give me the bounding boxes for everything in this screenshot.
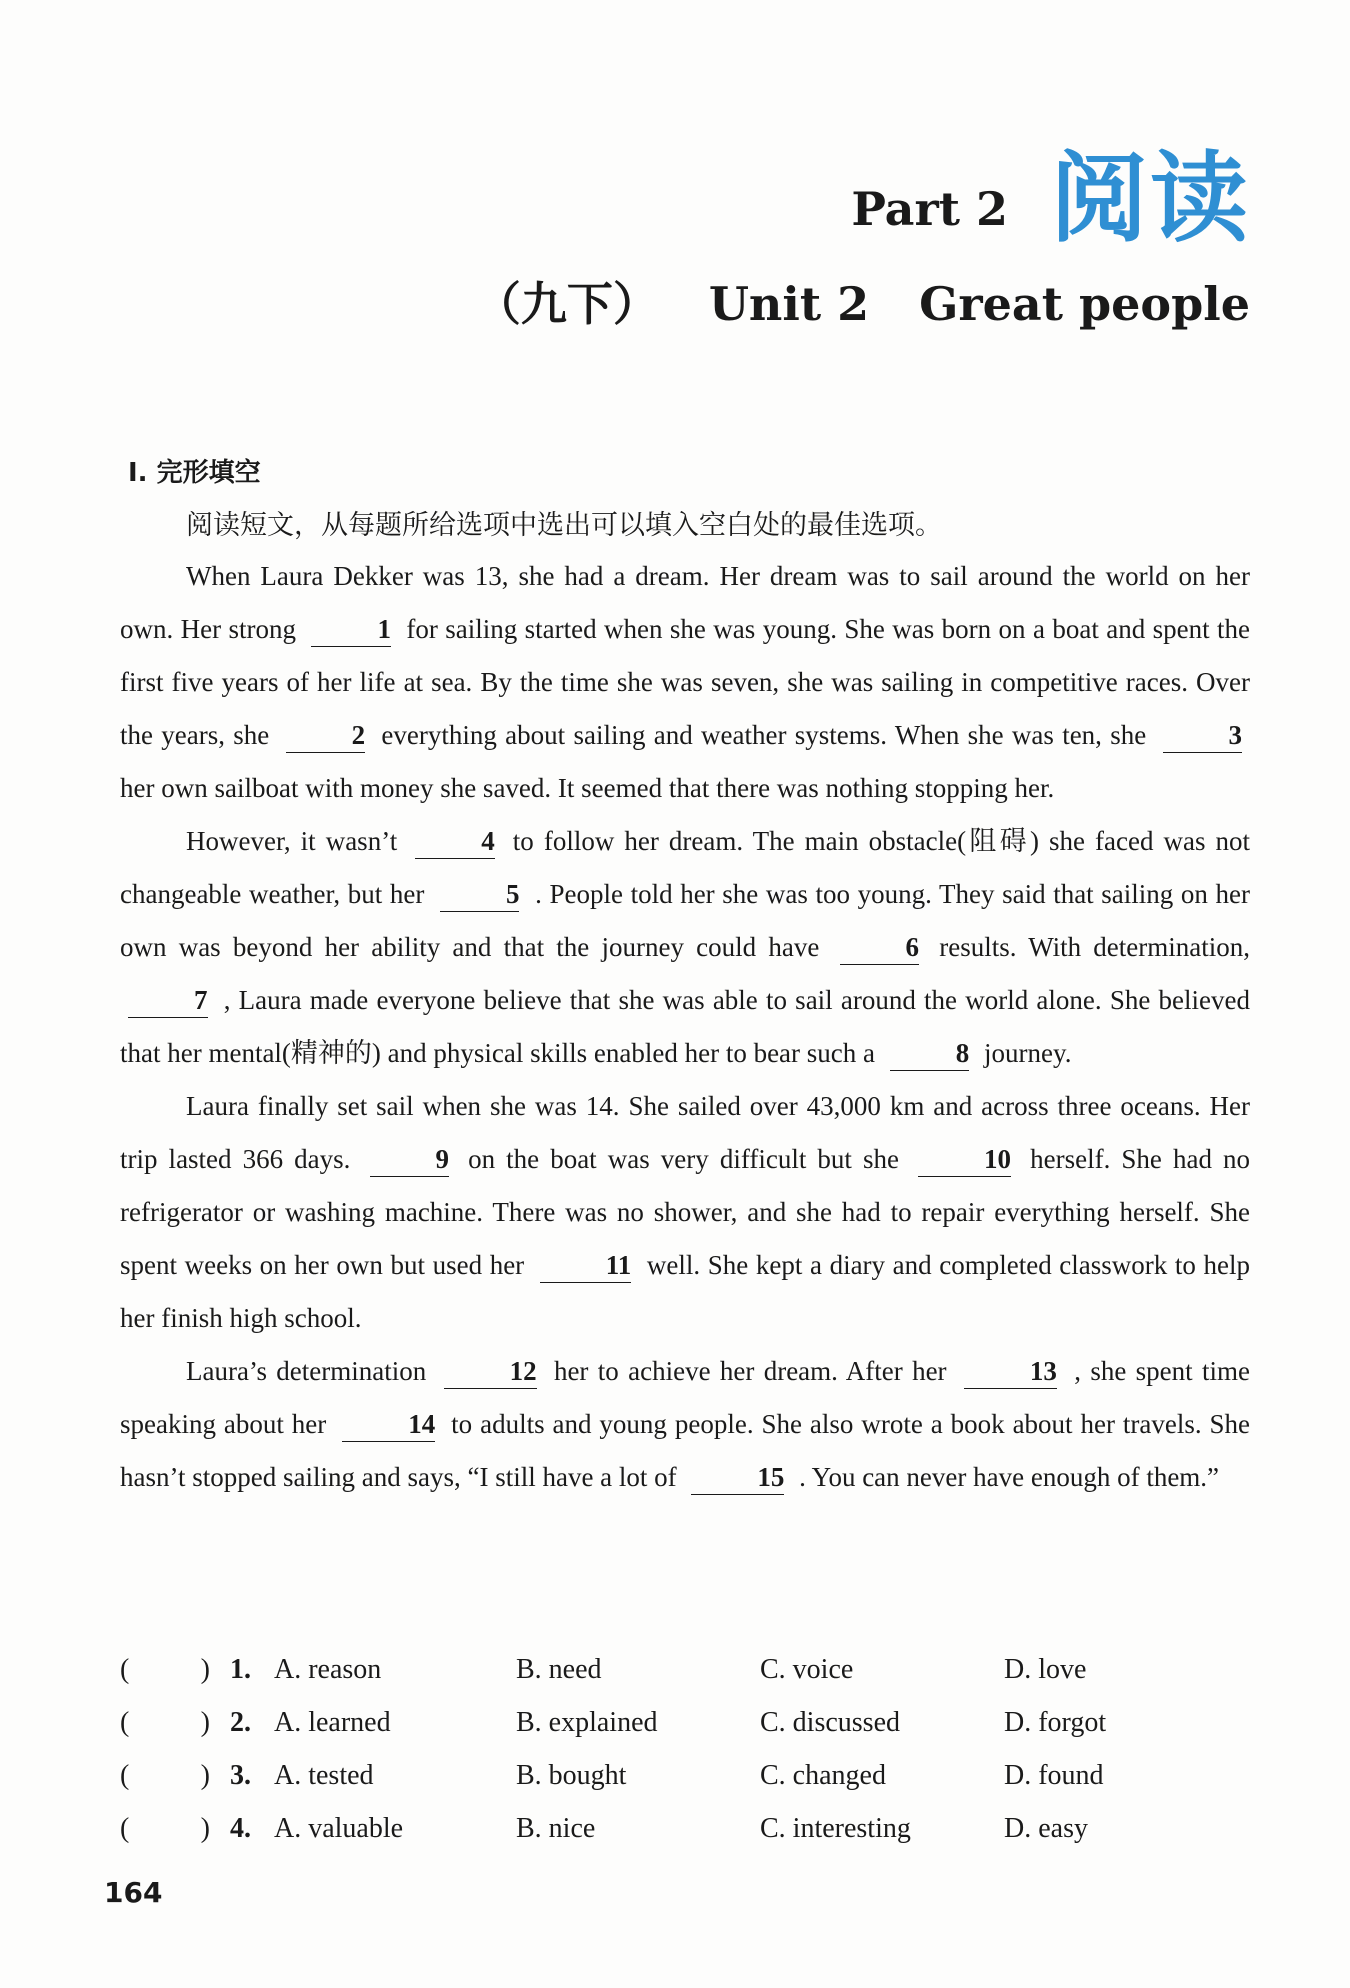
answer-bracket[interactable]: ( ) bbox=[120, 1813, 210, 1844]
passage-text: Laura finally set sail when she was 14. She sailed over 43,000 km and across three oceans. Her trip lasted 366 days. bbox=[120, 1091, 1250, 1174]
cloze-passage bbox=[120, 550, 1250, 1504]
option-d[interactable]: D. easy bbox=[1004, 1813, 1088, 1844]
answer-bracket[interactable]: ( ) bbox=[120, 1707, 210, 1738]
option-a[interactable]: A. tested bbox=[274, 1760, 374, 1791]
option-b[interactable]: B. nice bbox=[516, 1813, 596, 1844]
question-number: 3. bbox=[230, 1760, 251, 1791]
cloze-blank: 9 bbox=[370, 1142, 450, 1177]
option-a[interactable]: A. learned bbox=[274, 1707, 391, 1738]
passage-text: her to achieve her dream. After her bbox=[553, 1356, 947, 1386]
cloze-blank: 14 bbox=[342, 1407, 435, 1442]
option-d[interactable]: D. love bbox=[1004, 1654, 1087, 1685]
passage-paragraph bbox=[120, 1345, 1250, 1504]
passage-text: results. With determination, bbox=[939, 932, 1250, 962]
part-title-row bbox=[851, 142, 1250, 256]
unit-grade: （九下） bbox=[474, 277, 659, 331]
passage-text: However, it wasn’t bbox=[186, 826, 398, 856]
cloze-blank: 11 bbox=[540, 1248, 632, 1283]
passage-text: herself. She had no refrigerator or washing machine. There was no shower, and she had to repair everything herself. She spent weeks on her own but used her bbox=[120, 1144, 1251, 1280]
section-instruction: 阅读短文，从每题所给选项中选出可以填入空白处的最佳选项。 bbox=[186, 510, 942, 541]
passage-text: for sailing started when she was young. She was born on a boat and spent the first five years of her life at sea. By the time she was seven, she was sailing in competitive races. Over the years, she bbox=[120, 614, 1251, 750]
cloze-blank: 12 bbox=[444, 1354, 537, 1389]
passage-text: , she spent time speaking about her bbox=[120, 1356, 1250, 1439]
unit-title-row bbox=[475, 268, 1250, 334]
passage-text: on the boat was very difficult but she bbox=[468, 1144, 899, 1174]
unit-number: Unit 2 bbox=[708, 277, 870, 331]
cloze-blank: 5 bbox=[440, 877, 520, 912]
question-number: 4. bbox=[230, 1813, 251, 1844]
answer-bracket[interactable]: ( ) bbox=[120, 1760, 210, 1791]
passage-text: When Laura Dekker was 13, she had a dream. Her dream was to sail around the world on her own. Her strong bbox=[120, 561, 1250, 644]
cloze-blank: 2 bbox=[286, 718, 366, 753]
passage-paragraph bbox=[120, 1080, 1250, 1345]
cloze-blank: 6 bbox=[840, 930, 920, 965]
question-number: 2. bbox=[230, 1707, 251, 1738]
passage-text: everything about sailing and weather systems. When she was ten, she bbox=[381, 720, 1147, 750]
passage-text: . People told her she was too young. They said that sailing on her own was beyond her ability and that the journey could have bbox=[120, 879, 1251, 962]
cloze-blank: 4 bbox=[415, 824, 495, 859]
part-label: Part 2 bbox=[851, 182, 1008, 236]
cloze-blank: 8 bbox=[890, 1036, 970, 1071]
answer-bracket[interactable]: ( ) bbox=[120, 1654, 210, 1685]
question-row bbox=[120, 1813, 1250, 1866]
option-b[interactable]: B. explained bbox=[516, 1707, 658, 1738]
cloze-blank: 3 bbox=[1163, 718, 1243, 753]
question-options bbox=[120, 1654, 1250, 1866]
passage-text: well. She kept a diary and completed classwork to help her finish high school. bbox=[120, 1250, 1250, 1333]
question-number: 1. bbox=[230, 1654, 251, 1685]
passage-paragraph bbox=[120, 815, 1250, 1080]
option-c[interactable]: C. interesting bbox=[760, 1813, 911, 1844]
option-b[interactable]: B. need bbox=[516, 1654, 602, 1685]
option-b[interactable]: B. bought bbox=[516, 1760, 627, 1791]
passage-text: . You can never have enough of them.” bbox=[799, 1462, 1220, 1492]
cloze-blank: 10 bbox=[918, 1142, 1011, 1177]
option-d[interactable]: D. forgot bbox=[1004, 1707, 1107, 1738]
passage-text: Laura’s determination bbox=[186, 1356, 427, 1386]
page-number: 164 bbox=[104, 1876, 163, 1909]
cloze-blank: 7 bbox=[128, 983, 208, 1018]
passage-text: her own sailboat with money she saved. It seemed that there was nothing stopping her. bbox=[120, 773, 1055, 803]
cloze-blank: 1 bbox=[311, 612, 391, 647]
passage-text: , Laura made everyone believe that she was able to sail around the world alone. She believed that her mental(精神的) and physical skills enabled her to bear such a bbox=[120, 985, 1250, 1068]
part-title-chinese: 阅读 bbox=[1049, 142, 1250, 256]
passage-text: to follow her dream. The main obstacle(阻碍) she faced was not changeable weather, but her bbox=[120, 826, 1251, 909]
cloze-blank: 13 bbox=[964, 1354, 1057, 1389]
option-a[interactable]: A. valuable bbox=[274, 1813, 404, 1844]
question-row bbox=[120, 1707, 1250, 1760]
option-c[interactable]: C. discussed bbox=[760, 1707, 900, 1738]
passage-paragraph bbox=[120, 550, 1250, 815]
passage-text: journey. bbox=[984, 1038, 1072, 1068]
option-c[interactable]: C. changed bbox=[760, 1760, 886, 1791]
cloze-blank: 15 bbox=[691, 1460, 784, 1495]
unit-title: Great people bbox=[919, 277, 1250, 331]
question-row bbox=[120, 1760, 1250, 1813]
section-heading: Ⅰ. 完形填空 bbox=[128, 458, 261, 488]
option-c[interactable]: C. voice bbox=[760, 1654, 854, 1685]
option-a[interactable]: A. reason bbox=[274, 1654, 382, 1685]
question-row bbox=[120, 1654, 1250, 1707]
passage-text: to adults and young people. She also wrote a book about her travels. She hasn’t stopped sailing and says, “I still have a lot of bbox=[120, 1409, 1251, 1492]
option-d[interactable]: D. found bbox=[1004, 1760, 1104, 1791]
